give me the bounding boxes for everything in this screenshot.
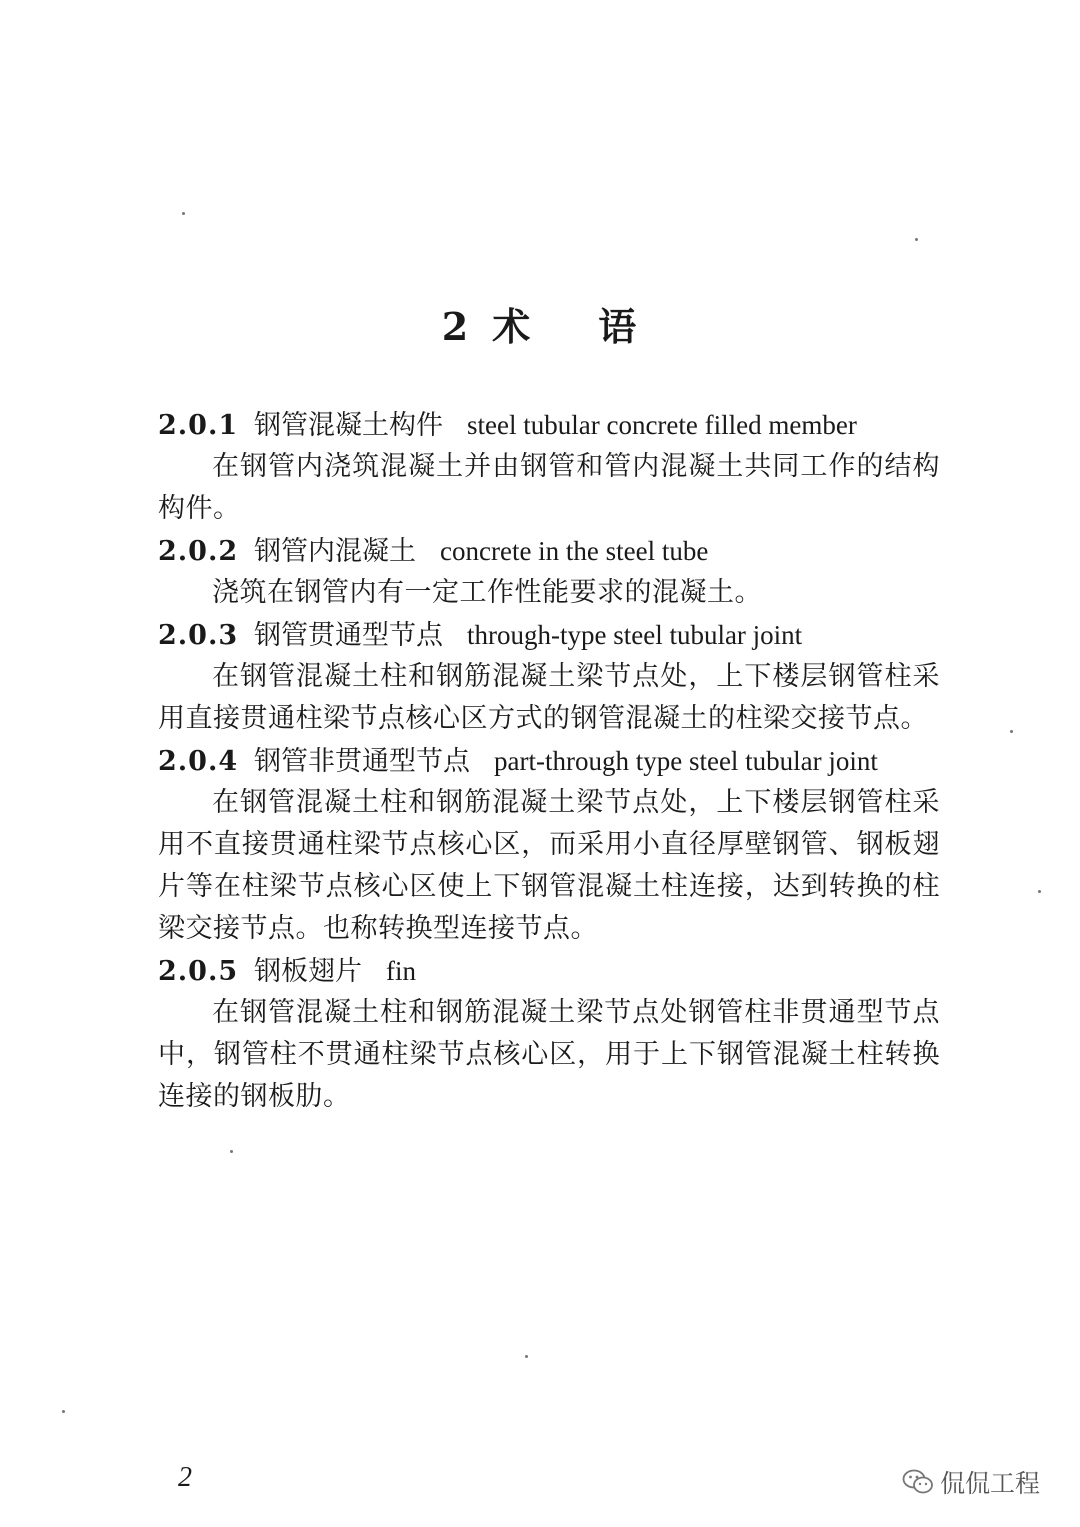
scan-speck — [525, 1355, 528, 1358]
term-english: part-through type steel tubular joint — [494, 746, 878, 776]
term-number: 2.0.1 — [158, 410, 239, 441]
scan-speck — [1038, 890, 1041, 893]
term-english: through-type steel tubular joint — [467, 620, 803, 650]
term-number: 2.0.4 — [158, 746, 239, 777]
term-2-0-2 — [158, 530, 940, 614]
term-definition: 浇筑在钢管内有一定工作性能要求的混凝土。 — [212, 577, 762, 608]
term-2-0-3 — [158, 614, 940, 740]
term-chinese: 钢管内混凝土 — [254, 536, 416, 567]
watermark-text: 侃侃工程 — [940, 1469, 1041, 1498]
term-heading — [158, 740, 940, 782]
term-english: concrete in the steel tube — [440, 536, 709, 566]
term-chinese: 钢板翅片 — [254, 956, 362, 987]
term-heading — [158, 404, 940, 446]
scan-speck — [182, 212, 185, 215]
chapter-title-char-2: 语 — [598, 304, 639, 349]
term-heading — [158, 950, 940, 992]
scan-speck — [230, 1150, 233, 1153]
scan-speck — [62, 1410, 65, 1413]
term-number: 2.0.5 — [158, 956, 239, 987]
term-english: fin — [386, 956, 416, 986]
chapter-title — [0, 296, 1080, 351]
wechat-icon — [902, 1468, 934, 1496]
scan-speck — [1010, 730, 1013, 733]
scan-speck — [915, 238, 918, 241]
term-english: steel tubular concrete filled member — [467, 410, 857, 440]
term-definition: 在钢管内浇筑混凝土并由钢管和管内混凝土共同工作的结构构件。 — [158, 451, 940, 524]
term-number: 2.0.2 — [158, 536, 239, 567]
term-heading — [158, 530, 940, 572]
chapter-number: 2 — [441, 304, 471, 349]
term-definition: 在钢管混凝土柱和钢筋混凝土梁节点处钢管柱非贯通型节点中，钢管柱不贯通柱梁节点核心区，用于上下钢管混凝土柱转换连接的钢板肋。 — [158, 997, 940, 1112]
term-definition: 在钢管混凝土柱和钢筋混凝土梁节点处，上下楼层钢管柱采用直接贯通柱梁节点核心区方式的钢管混凝土的柱梁交接节点。 — [158, 661, 940, 734]
chapter-title-char-1: 术 — [492, 304, 533, 349]
terms-list — [158, 404, 940, 1118]
term-2-0-5 — [158, 950, 940, 1118]
term-chinese: 钢管贯通型节点 — [254, 620, 443, 651]
term-heading — [158, 614, 940, 656]
term-number: 2.0.3 — [158, 620, 239, 651]
term-chinese: 钢管混凝土构件 — [254, 410, 443, 441]
term-definition: 在钢管混凝土柱和钢筋混凝土梁节点处，上下楼层钢管柱采用不直接贯通柱梁节点核心区，而采用小直径厚壁钢管、钢板翅片等在柱梁节点核心区使上下钢管混凝土柱连接，达到转换的柱梁交接节点。也称转换型连接节点。 — [158, 787, 940, 944]
term-chinese: 钢管非贯通型节点 — [254, 746, 470, 777]
watermark — [902, 1464, 1040, 1500]
page-number: 2 — [178, 1462, 192, 1493]
term-2-0-1 — [158, 404, 940, 530]
term-2-0-4 — [158, 740, 940, 950]
